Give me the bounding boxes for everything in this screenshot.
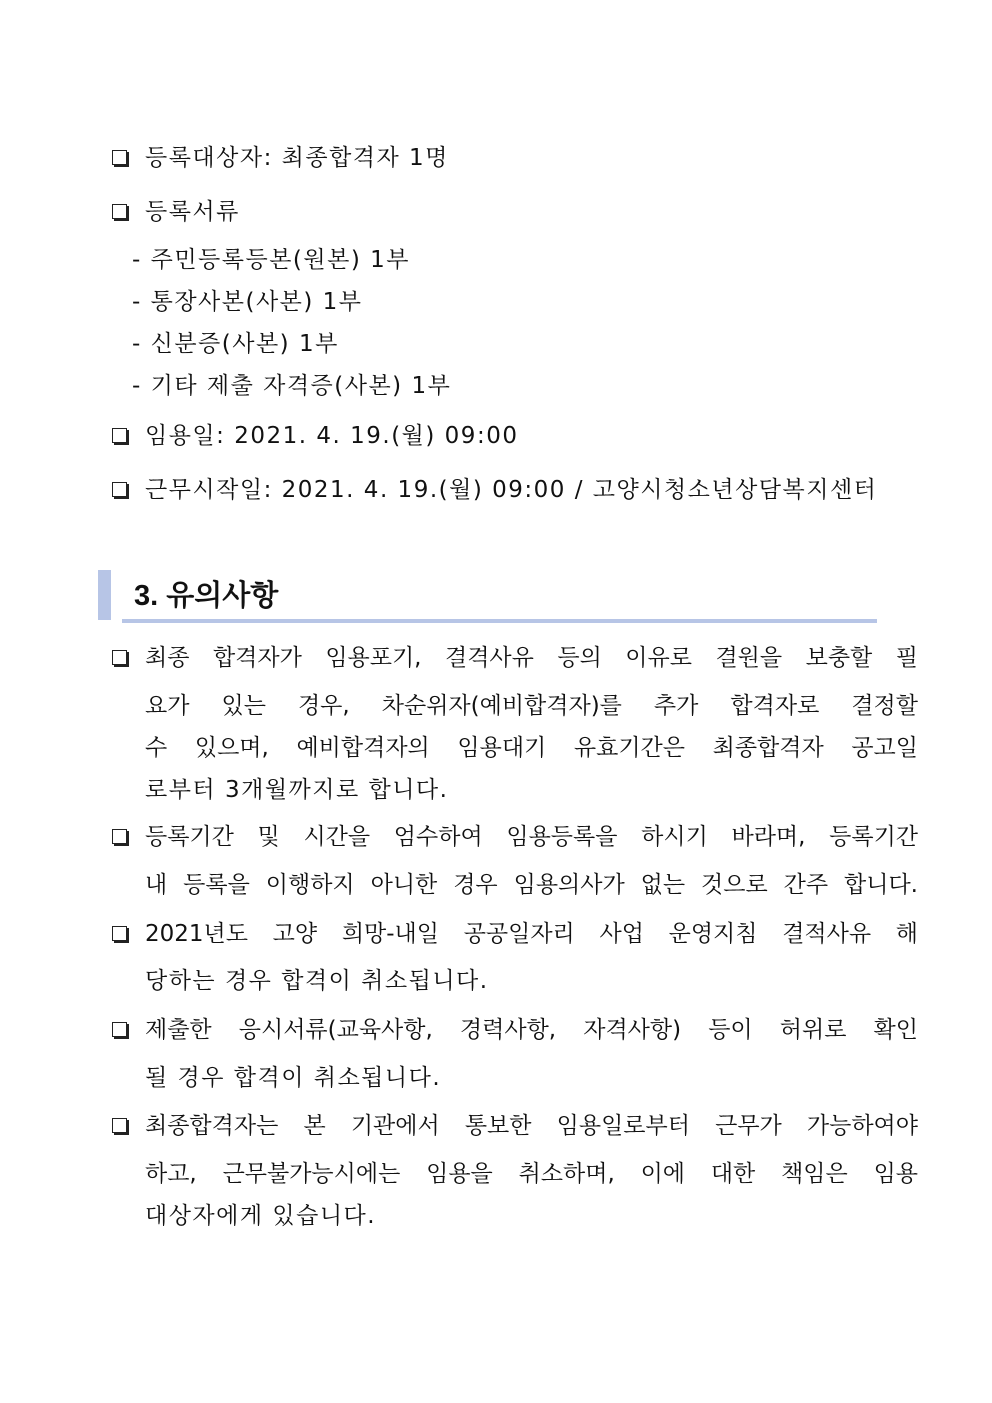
heading-accent-bar [98,570,111,620]
checkbox-bullet-icon [112,428,127,443]
note-line: 당하는 경우 합격이 취소됩니다. [145,968,489,994]
note-line: 등록기간 및 시간을 엄수하여 임용등록을 하시기 바라며, 등록기간 [145,824,918,850]
note-line: 대상자에게 있습니다. [145,1203,377,1229]
checkbox-bullet-icon [112,1118,127,1133]
checkbox-bullet-icon [112,482,127,497]
note-line: 로부터 3개월까지로 합니다. [145,777,449,803]
document-item: - 통장사본(사본) 1부 [132,289,363,315]
checkbox-bullet-icon [112,650,127,665]
note-line: 내 등록을 이행하지 아니한 경우 임용의사가 없는 것으로 간주 합니다. [145,872,918,898]
document-item: - 주민등록등본(원본) 1부 [132,247,410,273]
note-line: 요가 있는 경우, 차순위자(예비합격자)를 추가 합격자로 결정할 [145,693,918,719]
work-start: 근무시작일: 2021. 4. 19.(월) 09:00 / 고양시청소년상담복지센터 [145,477,878,503]
note-line: 될 경우 합격이 취소됩니다. [145,1065,442,1091]
checkbox-bullet-icon [112,204,127,219]
checkbox-bullet-icon [112,829,127,844]
note-line: 최종 합격자가 임용포기, 결격사유 등의 이유로 결원을 보충할 필 [145,645,918,671]
note-line: 2021년도 고양 희망-내일 공공일자리 사업 운영지침 결적사유 해 [145,921,918,947]
checkbox-bullet-icon [112,1022,127,1037]
section-title: 3. 유의사항 [134,580,279,612]
document-item: - 기타 제출 자격증(사본) 1부 [132,373,452,399]
registration-target: 등록대상자: 최종합격자 1명 [145,145,449,171]
appointment-date: 임용일: 2021. 4. 19.(월) 09:00 [145,423,519,449]
note-line: 수 있으며, 예비합격자의 임용대기 유효기간은 최종합격자 공고일 [145,735,918,761]
heading-underline [122,619,877,623]
documents-title: 등록서류 [145,199,240,225]
checkbox-bullet-icon [112,926,127,941]
document-item: - 신분증(사본) 1부 [132,331,339,357]
checkbox-bullet-icon [112,150,127,165]
note-line: 하고, 근무불가능시에는 임용을 취소하며, 이에 대한 책임은 임용 [145,1161,918,1187]
note-line: 최종합격자는 본 기관에서 통보한 임용일로부터 근무가 가능하여야 [145,1113,918,1139]
note-line: 제출한 응시서류(교육사항, 경력사항, 자격사항) 등이 허위로 확인 [145,1017,918,1043]
